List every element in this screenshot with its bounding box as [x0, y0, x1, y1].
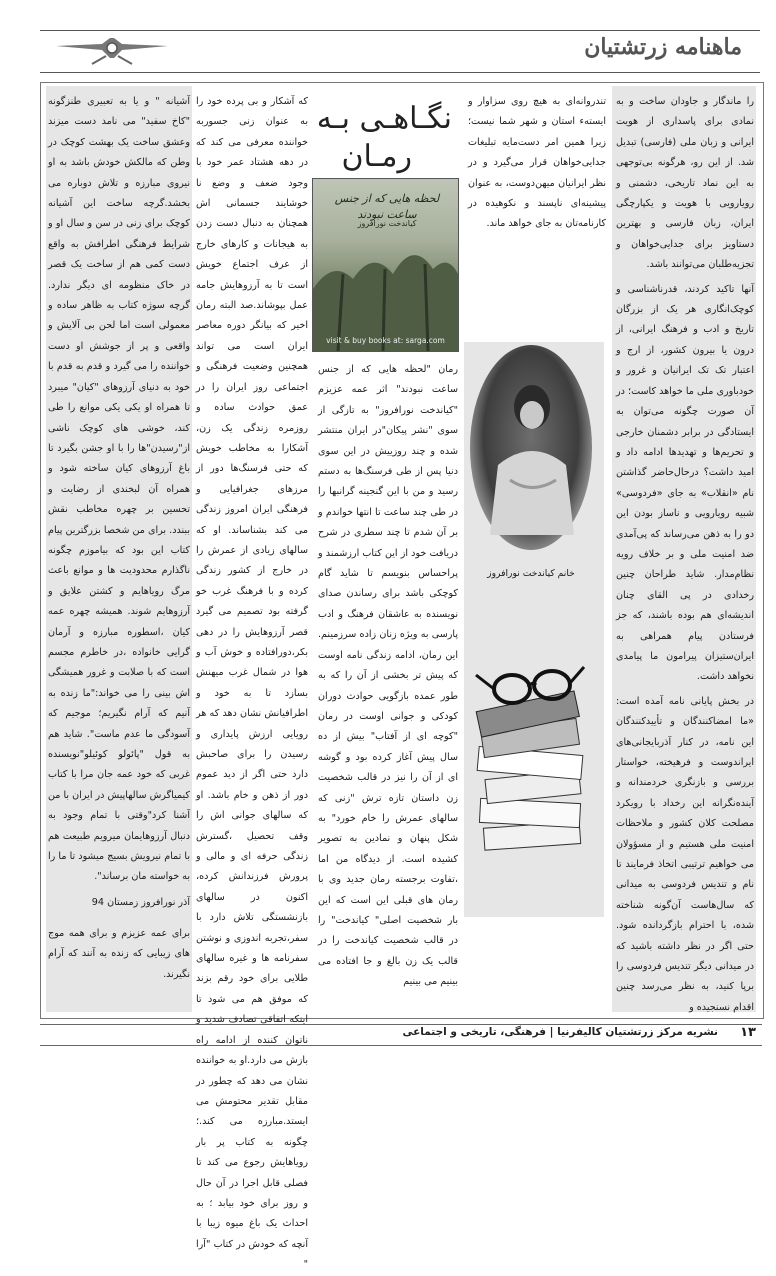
column1-paragraph: در بخش پایانی نامه آمده است: «ما امضاکنندگان و تأییدکنندگان این نامه، در کنار آذربایجانی‌های ایراندوست و فرهیخته، خواستار بررسی و بازنگری خردمندانه و آینده‌نگرانه این رخداد با رویکرد مصلحت کلان کشور و ملاحظات امنیت ملی هستیم و از مسؤولان می خواهیم ترتیبی اتخاذ فرمایند تا نام و تندیس فردوسی به میدانی که سال‌هاست آن‌گونه شناخته شده، با احترام بازگردانده شود. حتی اگر در نظر داشته باشید که در میدانی دیگر تندیس فردوسی را برپا کنید، به نظر می‌رسد چنین اقدام نسنجیده و	[616, 695, 754, 1013]
book-cover-author: کیاندخت نورافروز	[357, 219, 417, 228]
column5-paragraph: آشیانه " و یا به تعبیری طنزگونه "کاخ سفید" می نامد دست میزند وعشق ساخت یک بهشت کوچک در وطن که مالکش خودش باشد به او نیروی مبارزه و تلاش دوباره می بخشد.گرچه ساخت این آشیانه کوچک برای زنی در سن و سال او و شرایط فرهنگی اطرافش به واقع دست کمی هم از ساخت یک قصر در خاک منظومه ای دیگر ندارد. گرچه سوژه کتاب به ظاهر ساده و معمولی است اما لحن بی آلایش و واقعی و پر از جوشش او دست خواننده را می گیرد و قدم به قدم با خود به دنیای آرزوهای "کیان" میبرد تا همراه او یکی یکی موانع را طی کند، خوشی های کوچک ناشی از"رسیدن"ها را با او جشن بگیرد تا باغ آرزوهای کیان ساخته شود و همراه آن لبخندی از رضایت و تحسین بر چهره مخاطب نقش ببندد. برای من شخصا بزرگترین پیام کتاب این بود که بیاموزم چگونه ناگذارم محدودیت ها و موانع باعث مرگ رویاهایم و کشتن علایق و آرزوهایم شوند. همیشه چهره عمه کیان ،اسطوره مبارزه و آرمان گرایی خانواده ،در خاطرم مجسم است که با صلابت و غرور همیشگی اش بینی را می خواند:"ما زنده به آنیم که آرام نگیریم؛ موجیم که آسودگی ما عدم ماست". شاید هم به قول "پائولو کوئیلو"نویسنده غربی که خود عمه جان مرا با کتاب کیمیاگرش سالهاپیش در ایران با من آشنا کرد"وقتی با تمام وجود به دنبال آرزوهایمان میرویم طبیعت هم با تمام نیرویش بسیج میشود تا ما را به خواسته مان برساند".	[48, 96, 190, 883]
author-portrait-photo	[470, 345, 592, 550]
article-signature	[48, 893, 190, 915]
article-title-line1: نگـاهـی بـه	[316, 101, 452, 136]
stacked-books-glasses-icon	[470, 655, 592, 875]
faravahar-icon	[52, 32, 172, 66]
footer-publication-name: نشریه مرکز زرتشتیان کالیفرنیا	[557, 1026, 718, 1038]
book-cover-image	[312, 178, 459, 352]
header-rule-bottom	[40, 72, 760, 73]
closing-text: برای عمه عزیزم و برای همه موج های زیبایی که زنده به آنند که آرام نگیرند.	[48, 928, 190, 980]
article-column-5	[48, 92, 190, 892]
column4-paragraph: که آشکار و بی پرده خود را به عنوان زنی جسوربه خواننده معرفی می کند که در دهه هشتاد عمر خود با وجود ضعف و وضع نا خوشایند جسمانی اش همچنان به دنبال دست زدن به هیجانات و کارهای خارج از عرف اجتماع خویش است تا به آرزوهایش جامه عمل بپوشاند.صد البته رمان اخیر که بیانگر دوره معاصر ایران است می تواند همچنین وضعیت فرهنگی و اجتماعی روز ایران را در عمق حوادث ساده و روزمره زندگی یک زن، آشکارا به مخاطب خویش که حتی فرسنگ‌ها دور از مرزهای جغرافیایی و فرهنگی ایران امروز زندگی می کند بشناساند. او که سالهای زیادی از عمرش را در خارج از کشور زندگی کرده و با فرهنگ غرب خو گرفته بود تصمیم می گیرد قصر آرزوهایش را در دهی بکر،دورافتاده و خوش آب و هوا در شمال غرب میهنش بسازد تا به خود و اطرافیانش نشان دهد که هر رویایی ارزش پایداری و رسیدن را برای صاحبش دارد حتی اگر از دید عموم دور از ذهن و خام باشد. او که سالهای جوانی اش را وقف تحصیل ،گسترش زندگی حرفه ای و مالی و پرورش فرزندانش کرده، اکنون در سالهای بازنشستگی تلاش دارد با سفر،تجربه اندوزی و نوشتن سفرنامه ها و غیره سالهای طلایی برای خود رقم بزند که موفق هم می شود تا اینکه اتفاقی تصادف شدید و ناتوان کننده از ادامه راه بازش می دارد.او به خواننده نشان می دهد که چطور در مقابل تقدیر محتومش می ایستد.مبارزه می کند.؛ چگونه به کتاب پر بار رویاهایش رجوع می کند تا فصلی قابل اجرا در آن حال و روز برای خود بیابد ؛ به احداث یک باغ میوه زیبا با آنچه که خودش در کتاب "آرا "	[196, 96, 308, 1271]
signature-text: آذر نورافروز زمستان 94	[91, 897, 190, 908]
portrait-figure-icon	[470, 345, 592, 550]
footer-publication	[403, 1026, 718, 1038]
page-number: ۱۳	[740, 1025, 756, 1040]
book-cover-title: لحظه هایی که از جنس ساعت نبودند	[334, 192, 440, 221]
book-cover-url: visit & buy books at: sarga.com	[326, 336, 445, 345]
article-column-2	[468, 92, 606, 252]
column2-paragraph: تندروانه‌ای به هیچ روی سزاوار و ایستهء استان و شهر شما نیست؛ زیرا همین امر دست‌مایه تبلیغات جدایی‌خواهان قرار می‌گیرد و در نظر ایرانیان میهن‌دوست، به عنوان پیشینه‌ای ناپسند و نکوهیده در کارنامه‌تان به جای خواهد ماند.	[468, 96, 606, 230]
article-column-3	[318, 360, 458, 988]
page-footer	[40, 1024, 762, 1044]
article-column-4	[196, 92, 308, 1271]
header-rule-top	[40, 30, 760, 31]
magazine-name: ماهنامه زرتشتیان	[584, 34, 742, 60]
footer-separator: |	[546, 1026, 554, 1038]
column1-paragraph: را ماندگار و جاودان ساخت و به نمادی برای پاسداری از هویت ایرانی و زبان ملی (فارسی) تبدیل شد. از این رو، هرگونه بی‌توجهی به این نماد تاریخی، دشمنی و رویارویی با هویت و یکپارچگی ایران، زبان فارسی و بهترین دستاویز برای جدایی‌خواهان و تجزیه‌طلبان می‌توانند باشد.	[616, 96, 754, 271]
article-closing	[48, 924, 190, 986]
column1-paragraph: آنها تاکید کردند، قدرناشناسی و کوچک‌انگاری هر یک از بزرگان تاریخ و ادب و فرهنگ ایرانی، از درون یا بیرون کشور، از ارج و اعتبار تک تک ایرانیان و غرور و خودباوری ملی ما خواهد کاست؛ در آن صورت چگونه می‌توان به ایستادگی در برابر دشمنان خارجی و تحریم‌ها و تهدیدها ادامه داد و امید داشت؟ درحال‌حاضر گذاشتن نام «انقلاب» به جای «فردوسی» شبیه رویارویی و ناساز بودن این دو را به ذهن می‌رساند که پی‌آمدی ضد امنیت ملی و بر خلاف رویه نظام‌مدار. شاید طراحان چنین رخدادی در پی القای چنان اندیشه‌ای هم بوده باشند، که جز فرستادن پیام همراهی به ایران‌ستیزان پیرامون ما پیامدی نخواهد داشت.	[616, 283, 754, 683]
footer-publication-subtitle: فرهنگی، تاریخی و اجتماعی	[402, 1026, 546, 1038]
article-column-1	[616, 92, 754, 1013]
article-title-line2: رمـان	[341, 139, 412, 174]
column3-paragraph: رمان "لحظه هایی که از جنس ساعت نبودند" اثر عمه عزیزم "کیاندخت نورافروز" به تازگی از سوی "نشر پیکان"در ایران منتشر شده و چند روزییش در این سوی دنیا پس از طی فرسنگ‌ها به دستم رسید و من با این گنجینه گرانبها را در طی چند ساعت تا انتها خواندم و بر آن شدم تا چند سطری در شرح دریافت خود از این کتاب ارزشمند و پراحساس بنویسم تا شاید گام کوچکی باشد برای رساندن صدای نویسنده به عاشقان فرهنگ و ادب پارسی به ویژه زنان زاده سرزمینم. این رمان، ادامه زندگی نامه اوست که پیش تر بخشی از آن را که به طور عمده بازگویی حوادث دوران کودکی و جوانی اوست در رمان "کوچه ای از آفتاب" بیش از ده سال پیش آغاز کرده بود و گوشه ای از آن را نیز در قالب شخصیت زن داستان تازه ترش "زنی که سالهای عمرش را خام خورد" به شکل پنهان و نمادین به تصویر کشیده است. از دیدگاه من اما ،تفاوت برجسته رمان جدید وی با رمان های قبلی این است که این بار شخصیت اصلی" کیاندخت" را در قالب شخصیت کیاندخت را در قالب یک زن بالغ و جا افتاده می بینیم می بینیم	[318, 364, 458, 988]
article-title	[312, 100, 452, 176]
portrait-caption: خانم کیاندخت نورافروز	[487, 568, 575, 579]
